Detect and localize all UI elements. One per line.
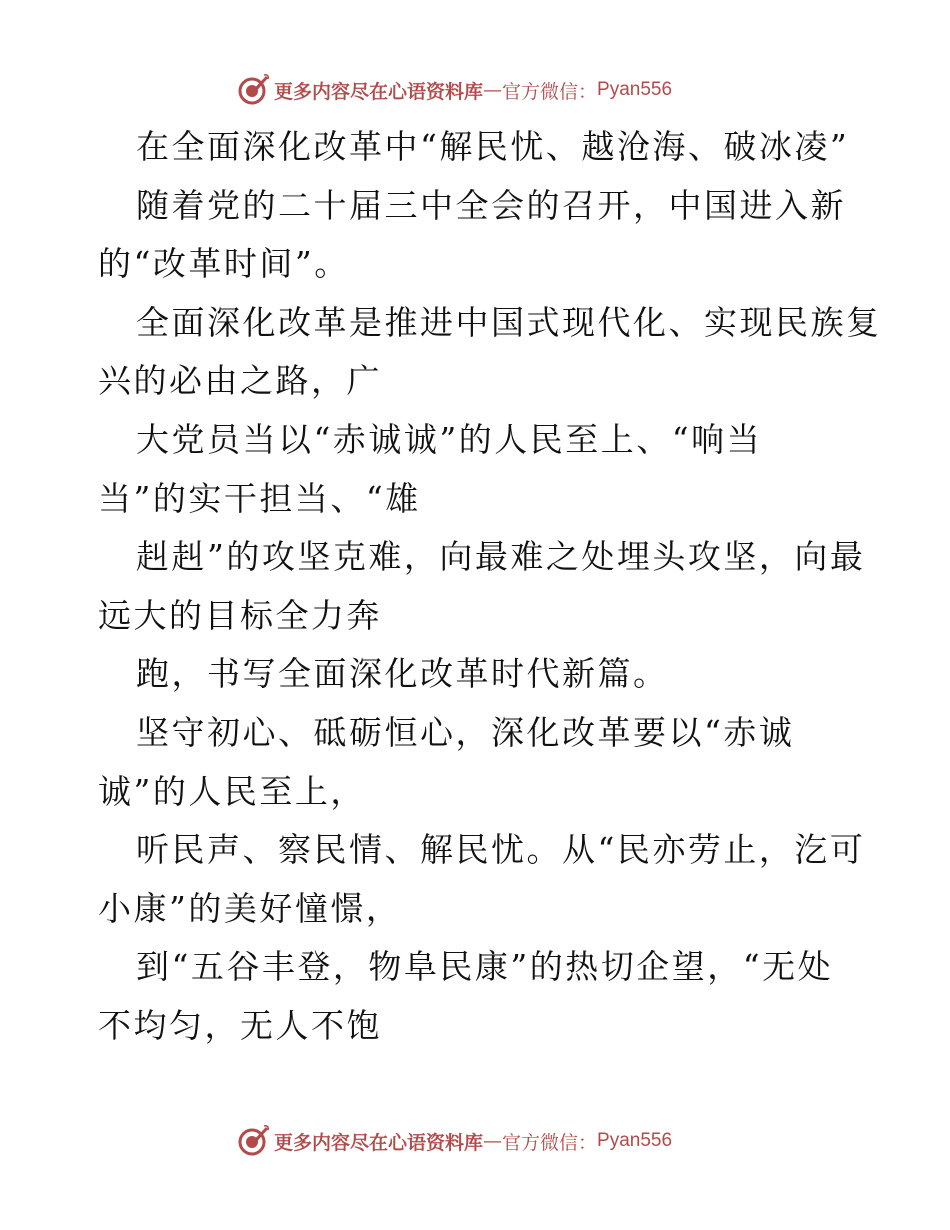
footer-watermark: [236, 1124, 672, 1158]
text-line: 到“五谷丰登，物阜民康”的热切企望，“无处: [136, 947, 834, 987]
quill-logo-icon: [236, 1124, 270, 1158]
text-line: 远大的目标全力奔: [98, 595, 382, 635]
header-watermark: [236, 73, 672, 107]
text-line: 随着党的二十届三中全会的召开，中国进入新: [136, 185, 846, 225]
watermark-text: 更多内容尽在心语资料库: [274, 80, 484, 103]
text-line: 当”的实干担当、“雄: [98, 478, 421, 518]
quill-logo-icon: [236, 73, 270, 107]
text-line: 在全面深化改革中“解民忧、越沧海、破冰凌”: [136, 127, 850, 166]
text-line: 听民声、察民情、解民忧。从“民亦劳止，汔可: [136, 830, 866, 870]
text-line: 小康”的美好憧憬，: [98, 888, 402, 928]
watermark-dash: —: [483, 79, 503, 101]
text-line: 不均匀，无人不饱: [98, 1005, 382, 1045]
text-line: 全面深化改革是推进中国式现代化、实现民族复: [136, 302, 882, 342]
text-line: 的“改革时间”。: [98, 244, 350, 284]
watermark-dash: —: [483, 1130, 503, 1152]
watermark-id: Pyan556: [597, 79, 673, 100]
text-line: 坚守初心、砥砺恒心，深化改革要以“赤诚: [136, 712, 795, 752]
watermark-label: 官方微信：: [502, 80, 598, 103]
text-line: 赳赳”的攻坚克难，向最难之处埋头攻坚，向最: [136, 537, 866, 577]
text-line: 跑，书写全面深化改革时代新篇。: [136, 654, 669, 694]
document-body: [98, 118, 882, 1056]
watermark-text: 更多内容尽在心语资料库: [274, 1131, 484, 1154]
watermark-label: 官方微信：: [502, 1131, 598, 1154]
text-line: 诚”的人民至上，: [98, 771, 366, 811]
text-line: 兴的必由之路，广: [98, 361, 382, 401]
text-line: 大党员当以“赤诚诚”的人民至上、“响当: [136, 419, 763, 459]
watermark-id: Pyan556: [597, 1130, 673, 1151]
